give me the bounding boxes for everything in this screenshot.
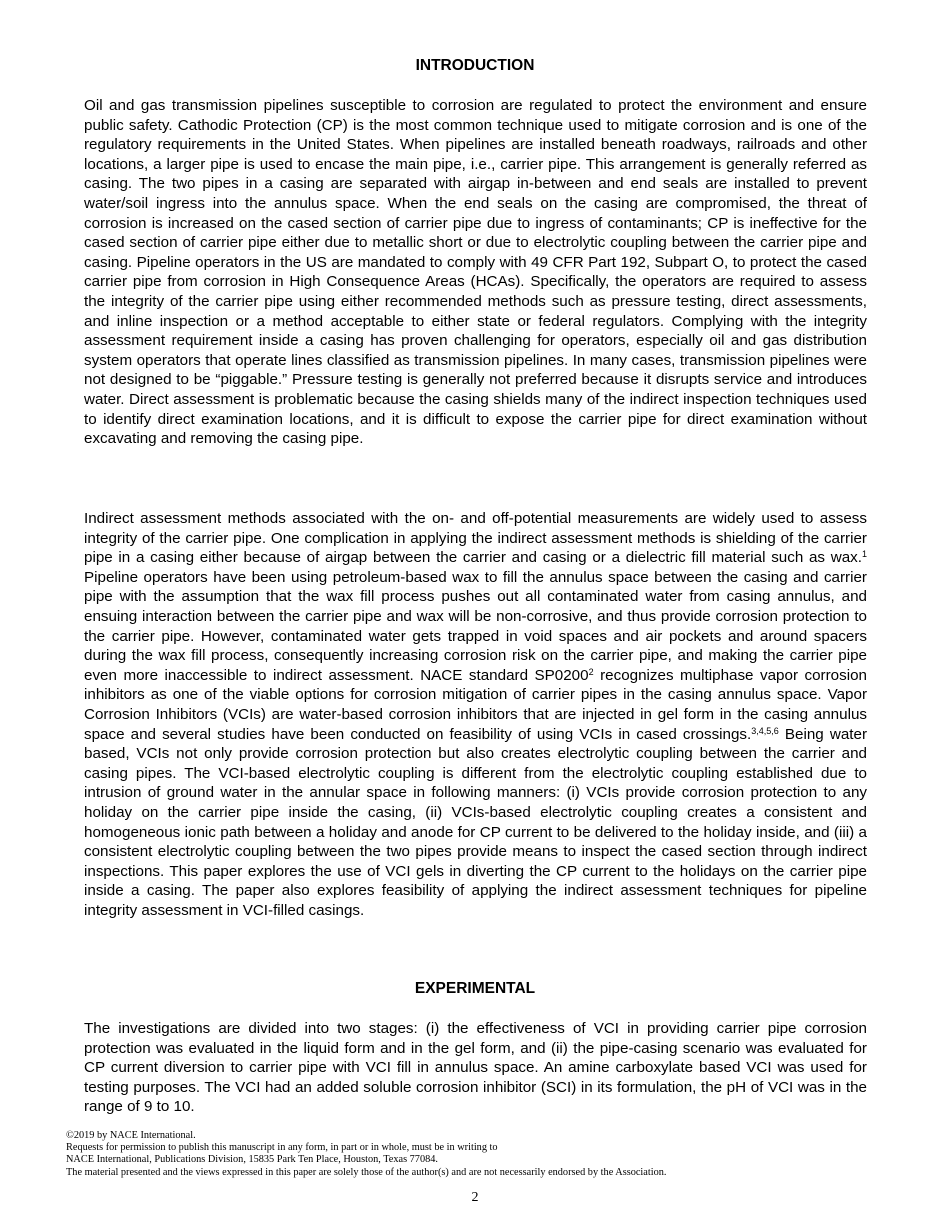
introduction-paragraph-1: Oil and gas transmission pipelines susceptible to corrosion are regulated to protect the environment and ensure public safety. Cathodic Protection (CP) is the most common technique used to mitigate corrosion and is one of the regulatory requirements in the United States. When pipelines are installed beneath roadways, railroads and other locations, a larger pipe is used to encase the main pipe, i.e., carrier pipe. This arrangement is generally referred as casing. The two pipes in a casing are separated with airgap in-between and end seals are installed to prevent water/soil ingress into the annulus space. When the end seals on the casing are compromised, the threat of corrosion is increased on the cased section of carrier pipe due to ingress of contaminants; CP is ineffective for the cased section of carrier pipe either due to metallic short or due to electrolytic coupling between the carrier pipe and casing. Pipeline operators in the US are mandated to comply with 49 CFR Part 192, Subpart O, to protect the cased carrier pipe from corrosion in High Consequence Areas (HCAs). Specifically, the operators are required to assess the integrity of the carrier pipe using either recommended methods such as pressure testing, direct assessments, and inline inspection or a method acceptable to either state or federal regulators. Complying with the integrity assessment requirement inside a casing has proven challenging for operators, especially oil and gas distribution system operators that operate lines classified as transmission pipelines. In many cases, transmission pipelines were not designed to be “piggable.” Pressure testing is generally not preferred because it disrupts service and introduces water. Direct assessment is problematic because the casing shields many of the indirect inspection techniques used to identify direct examination locations, and it is difficult to expose the carrier pipe for direct examination without excavating and removing the casing pipe.: [84, 97, 867, 448]
reference-superscript-1: 1: [861, 549, 867, 560]
footer-address-line: NACE International, Publications Division, 15835 Park Ten Place, Houston, Texas 77084.: [66, 1154, 438, 1166]
reference-superscript-3-6: 3,4,5,6: [751, 725, 779, 736]
footer-copyright: ©2019 by NACE International.: [66, 1130, 196, 1141]
introduction-heading: INTRODUCTION: [415, 57, 535, 74]
footer-permission-line: Requests for permission to publish this manuscript in any form, in part or in whole, must be in writing to: [66, 1142, 498, 1154]
introduction-paragraph-2-part-b: Pipeline operators have been using petroleum-based wax to fill the annulus space between the casing and carrier pipe with the assumption that the wax fill process pushes out all contaminated water from casing annulus, and ensuing interaction between the carrier pipe and wax will be non-corrosive, and thus provide corrosion protection to the carrier pipe. However, contaminated water gets trapped in void spaces and air pockets and around spacers during the wax fill process, consequently increasing corrosion risk on the carrier pipe, and making the carrier pipe even more inaccessible to indirect assessment. NACE standard SP0200: [84, 568, 867, 684]
introduction-paragraph-2-part-d: Being water based, VCIs not only provide corrosion protection but also creates electrolytic coupling between the carrier and casing pipes. The VCI-based electrolytic coupling is different from the electrolytic coupling established due to intrusion of ground water in the annular space in following manners: (i) VCIs provide corrosion protection to any holiday on the carrier pipe inside the casing, (ii) VCIs-based electrolytic coupling creates a consistent and homogeneous ionic path between a holiday and anode for CP current to be delivered to the holiday inside, and (iii) a consistent electrolytic coupling between the two pipes provide means to inspect the cased section through indirect inspections. This paper explores the use of VCI gels in diverting the CP current to the holidays on the carrier pipe inside a casing. The paper also explores feasibility of applying the indirect assessment techniques for pipeline integrity assessment in VCI-filled casings.: [84, 725, 867, 919]
footer-disclaimer-line: The material presented and the views expressed in this paper are solely those of the author(s) and are not necessarily endorsed by the Association.: [66, 1166, 667, 1178]
introduction-paragraph-2: [84, 509, 867, 920]
page-number: 2: [471, 1190, 479, 1205]
introduction-paragraph-2-part-a: Indirect assessment methods associated with the on- and off-potential measurements are widely used to assess integrity of the carrier pipe. One complication in applying the indirect assessment methods is shielding of the carrier pipe in a casing either because of airgap between the carrier and casing or a dielectric fill material such as wax.: [84, 510, 867, 567]
reference-superscript-2: 2: [588, 666, 594, 677]
experimental-paragraph-1: The investigations are divided into two stages: (i) the effectiveness of VCI in providing carrier pipe corrosion protection was evaluated in the liquid form and in the gel form, and (ii) the pipe-casing scenario was evaluated for CP current diversion to carrier pipe with VCI fill in annulus space. An amine carboxylate based VCI was used for testing purposes. The VCI had an added soluble corrosion inhibitor (SCI) in its formulation, the pH of VCI was in the range of 9 to 10.: [84, 1020, 867, 1116]
experimental-heading: EXPERIMENTAL: [414, 980, 536, 997]
introduction-paragraph-2-part-c: recognizes multiphase vapor corrosion inhibitors as one of the viable options for corrosion mitigation of carrier pipes in the casing annulus space. Vapor Corrosion Inhibitors (VCIs) are water-based corrosion inhibitors that are injected in gel form in the casing annulus space and several studies have been conducted on feasibility of using VCIs in cased crossings.: [84, 666, 867, 743]
copyright-footer: [66, 1130, 886, 1179]
